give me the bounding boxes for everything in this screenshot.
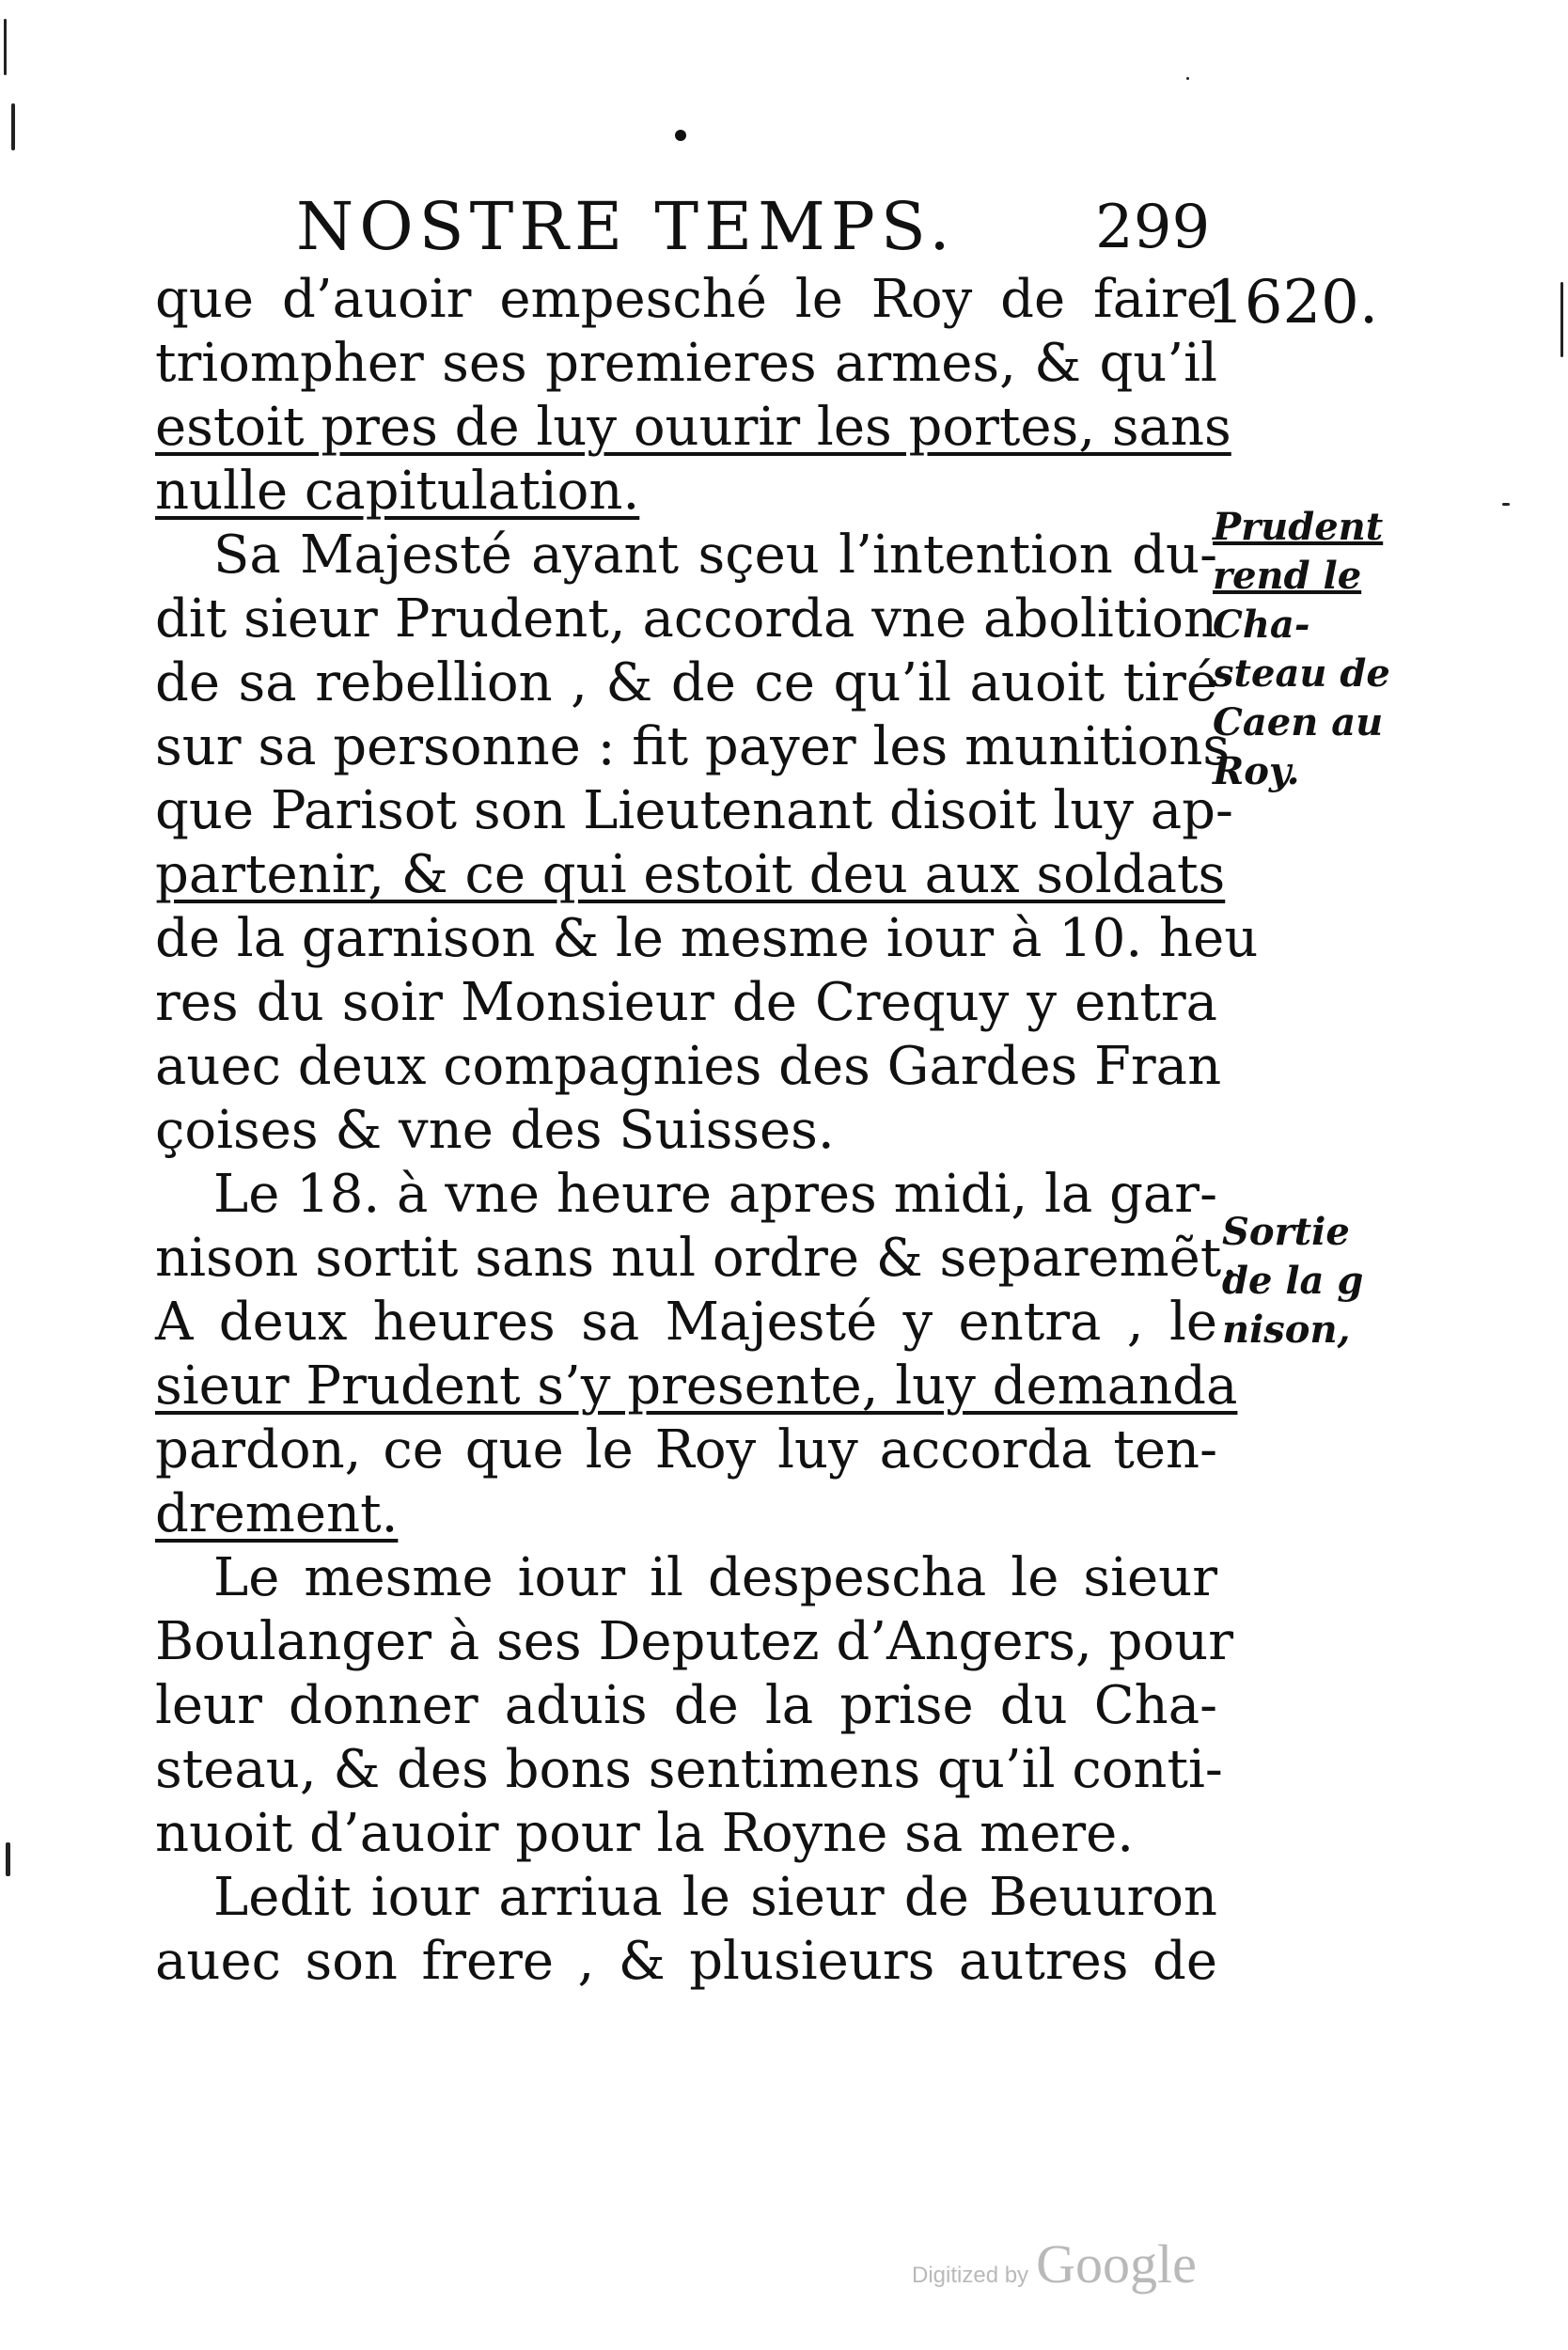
text-line: sur sa personne : fit payer les munitions <box>155 716 1231 777</box>
marginal-note-line: steau de <box>1213 651 1390 696</box>
text-line: steau, & des bons sentimens qu’il conti- <box>155 1739 1223 1800</box>
text-line: Sa Majesté ayant sçeu l’intention du- <box>213 525 1217 586</box>
text-line: Boulanger à ses Deputez d’Angers, pour <box>155 1611 1234 1672</box>
text-line: de sa rebellion , & de ce qu’il auoit tiré <box>155 652 1217 713</box>
page-number: 299 <box>1095 193 1211 262</box>
scan-speck <box>1560 282 1563 357</box>
digitized-watermark <box>912 2232 1197 2295</box>
text-line: partenir, & ce qui estoit deu aux soldats <box>155 844 1226 905</box>
scan-speck <box>11 103 15 150</box>
text-line: estoit pres de luy ouurir les portes, sans <box>155 397 1231 458</box>
text-line: A deux heures sa Majesté y entra , le <box>155 1292 1217 1353</box>
text-line: triompher ses premieres armes, & qu’il <box>155 333 1217 394</box>
scan-speck <box>1502 503 1510 506</box>
ink-dot <box>675 130 686 141</box>
text-line: Ledit iour arriua le sieur de Beuuron <box>213 1867 1217 1928</box>
text-line: çoises & vne des Suisses. <box>155 1100 835 1161</box>
marginal-note-sortie <box>1222 1208 1363 1355</box>
text-line: Le mesme iour il despescha le sieur <box>213 1547 1217 1608</box>
text-line: que Parisot son Lieutenant disoit luy ap- <box>155 780 1233 841</box>
scan-speck <box>1186 77 1189 80</box>
text-line: auec deux compagnies des Gardes Fran <box>155 1036 1222 1097</box>
body-text <box>155 268 1259 1994</box>
marginal-note-prudent <box>1213 503 1390 796</box>
text-line: nulle capitulation. <box>155 461 640 522</box>
marginal-note-line: Cha- <box>1213 603 1310 647</box>
marginal-note-line: Caen au <box>1213 700 1384 744</box>
text-line: Le 18. à vne heure apres midi, la gar- <box>213 1164 1217 1225</box>
watermark-brand: Google <box>1036 2233 1197 2295</box>
marginal-note-line: Prudent <box>1213 505 1384 549</box>
text-line: sieur Prudent s’y presente, luy demanda <box>155 1355 1238 1417</box>
text-line: leur donner aduis de la prise du Cha- <box>155 1675 1217 1736</box>
text-line: drement. <box>155 1483 399 1544</box>
text-line: res du soir Monsieur de Crequy y entra <box>155 972 1217 1033</box>
marginal-note-line: de la g <box>1222 1259 1364 1303</box>
text-line: auec son frere , & plusieurs autres de <box>155 1931 1217 1992</box>
marginal-note-line: Sortie <box>1222 1210 1350 1254</box>
scan-speck <box>6 1842 10 1876</box>
marginal-note-line: rend le <box>1213 554 1362 598</box>
marginal-note-line: nison, <box>1222 1308 1351 1352</box>
text-line: de la garnison & le mesme iour à 10. heu <box>155 908 1259 969</box>
text-line: pardon, ce que le Roy luy accorda ten- <box>155 1419 1217 1480</box>
scan-speck <box>4 19 7 75</box>
watermark-prefix: Digitized by <box>912 2263 1029 2288</box>
running-title: NOSTRE TEMPS. <box>296 188 956 265</box>
margin-year: 1620. <box>1206 268 1379 337</box>
text-line: que d’auoir empesché le Roy de faire <box>155 269 1217 330</box>
marginal-note-line: Roy. <box>1213 749 1300 793</box>
text-line: nuoit d’auoir pour la Royne sa mere. <box>155 1803 1135 1864</box>
text-line: dit sieur Prudent, accorda vne abolition <box>155 588 1217 650</box>
text-line: nison sortit sans nul ordre & separemẽt. <box>155 1228 1239 1289</box>
